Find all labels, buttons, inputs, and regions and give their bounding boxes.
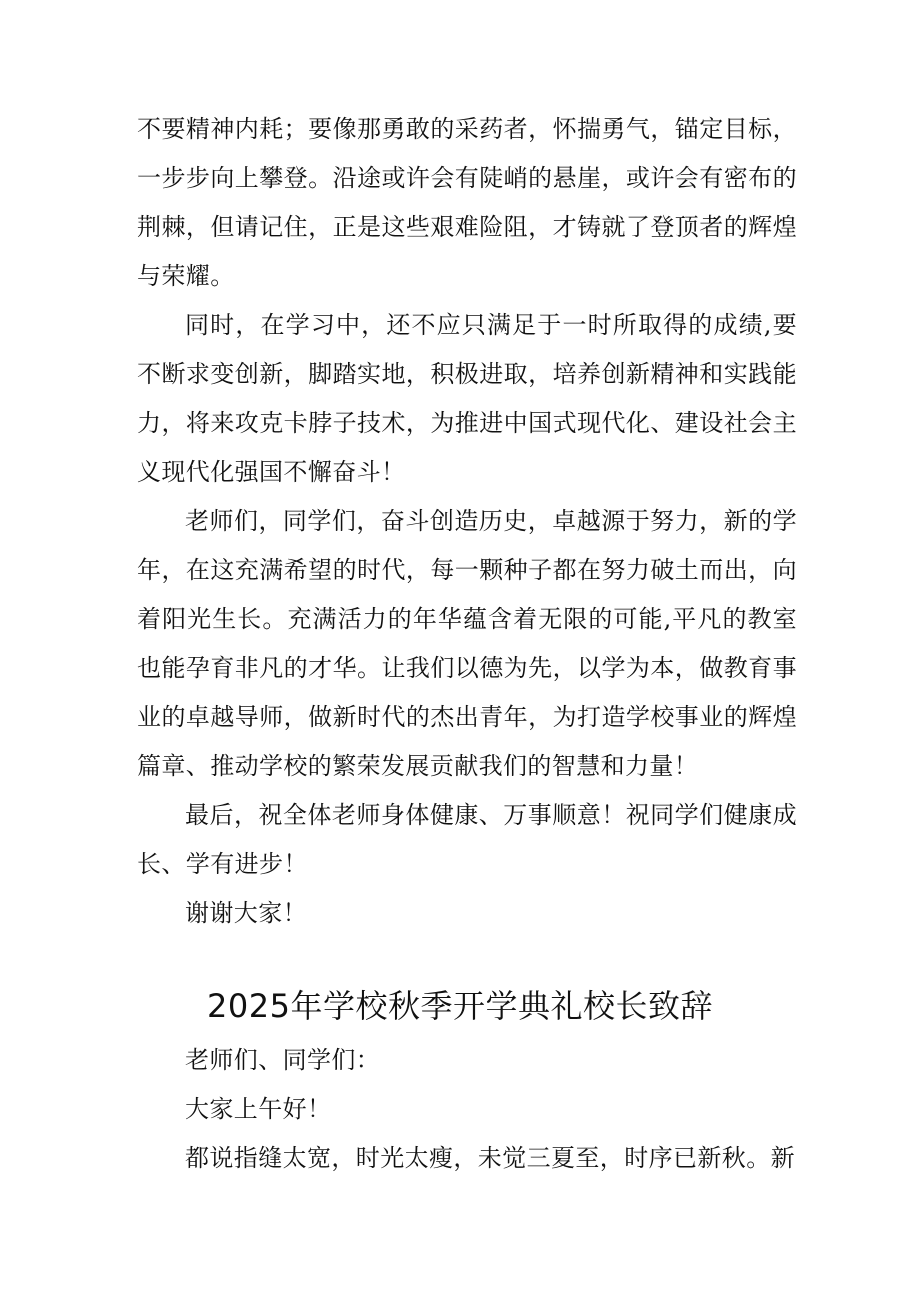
opening-line: 都说指缝太宽，时光太瘦，未觉三夏至，时序已新秋。新	[185, 1144, 795, 1172]
paragraph-thanks: 谢谢大家！	[185, 899, 307, 927]
salutation: 老师们、同学们：	[185, 1046, 381, 1074]
paragraph-innovation: 同时，在学习中，还不应只满足于一时所取得的成绩,要不断求变创新，脚踏实地，积极进取，培养创新精神和实践能力，将来攻克卡脖子技术，为推进中国式现代化、建设社会主义现代化强国不懈奋斗！	[137, 311, 797, 486]
paragraph-teachers-students: 老师们，同学们，奋斗创造历史，卓越源于努力，新的学年，在这充满希望的时代，每一颗种子都在努力破土而出，向着阳光生长。充满活力的年华蕴含着无限的可能,平凡的教室也能孕育非凡的才华。让我们以德为先，以学为本，做教育事业的卓越导师，做新时代的杰出青年，为打造学校事业的辉煌篇章、推动学校的繁荣发展贡献我们的智慧和力量！	[137, 507, 797, 780]
greeting: 大家上午好！	[185, 1095, 332, 1123]
paragraph-wishes: 最后，祝全体老师身体健康、万事顺意！祝同学们健康成长、学有进步！	[137, 801, 797, 878]
paragraph-persistence: 不要精神内耗；要像那勇敢的采药者，怀揣勇气，锚定目标，一步步向上攀登。沿途或许会有陡峭的悬崖，或许会有密布的荆棘，但请记住，正是这些艰难险阻，才铸就了登顶者的辉煌与荣耀。	[137, 115, 797, 290]
speech-title: 2025年学校秋季开学典礼校长致辞	[207, 987, 713, 1025]
